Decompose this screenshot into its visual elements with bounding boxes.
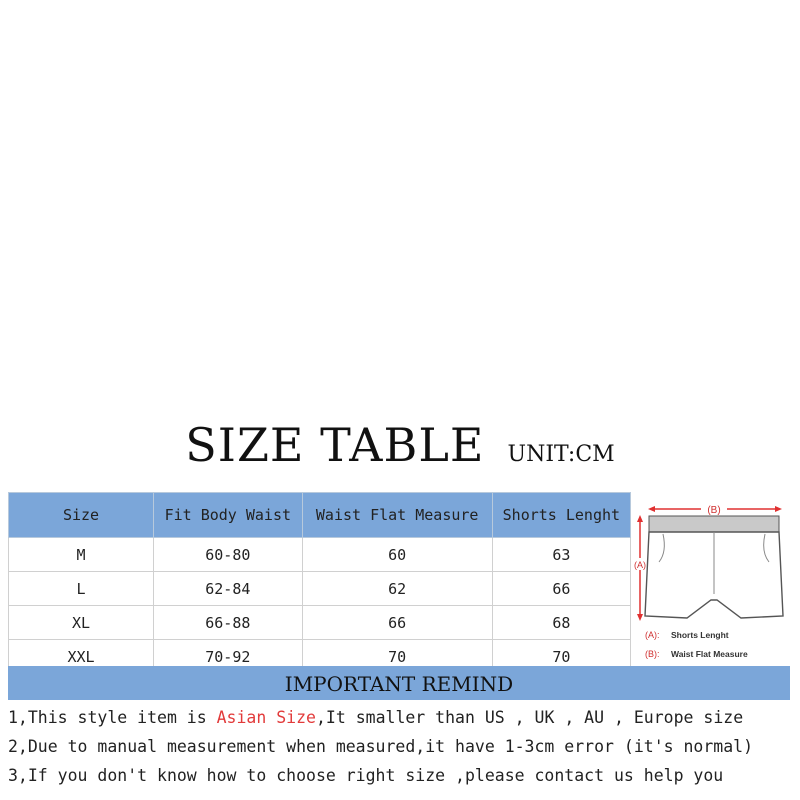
cell-size: L <box>9 572 154 606</box>
cell-waist-flat-measure: 62 <box>302 572 492 606</box>
note-1-suffix: ,It smaller than US , UK , AU , Europe size <box>315 708 744 727</box>
important-remind-banner: IMPORTANT REMIND <box>8 666 790 700</box>
cell-waist-flat-measure: 66 <box>302 606 492 640</box>
cell-shorts-length: 68 <box>492 606 630 640</box>
cell-shorts-length: 70 <box>492 640 630 674</box>
legend-b-key: (B): <box>645 649 660 659</box>
shorts-illustration <box>631 492 792 664</box>
arrow-head-left-icon <box>648 506 655 512</box>
shorts-diagram <box>631 492 792 664</box>
legend-b-text: Waist Flat Measure <box>671 649 748 659</box>
table-row <box>9 538 631 572</box>
cell-fit-body-waist: 70-92 <box>154 640 303 674</box>
cell-size: XXL <box>9 640 154 674</box>
label-a: (A) <box>634 560 646 570</box>
cell-fit-body-waist: 66-88 <box>154 606 303 640</box>
table-row <box>9 606 631 640</box>
legend-a-text: Shorts Lenght <box>671 630 729 640</box>
cell-size: M <box>9 538 154 572</box>
column-header-size: Size <box>9 493 154 538</box>
title-row <box>0 418 800 472</box>
legend-a-key: (A): <box>645 630 660 640</box>
asian-size-highlight: Asian Size <box>216 708 316 727</box>
arrow-head-down-icon <box>637 614 643 621</box>
note-1-prefix: 1,This style item is <box>8 708 217 727</box>
label-b: (B) <box>707 505 721 516</box>
table-header-row <box>9 493 631 538</box>
cell-fit-body-waist: 62-84 <box>154 572 303 606</box>
cell-shorts-length: 63 <box>492 538 630 572</box>
cell-shorts-length: 66 <box>492 572 630 606</box>
note-2: 2,Due to manual measurement when measured,it have 1-3cm error (it's normal) <box>8 737 754 756</box>
column-header-waist-flat-measure: Waist Flat Measure <box>302 493 492 538</box>
note-3: 3,If you don't know how to choose right size ,please contact us help you <box>8 766 724 785</box>
note-1 <box>8 704 798 733</box>
cell-waist-flat-measure: 60 <box>302 538 492 572</box>
cell-size: XL <box>9 606 154 640</box>
cell-fit-body-waist: 60-80 <box>154 538 303 572</box>
size-table <box>8 492 631 674</box>
arrow-head-up-icon <box>637 515 643 522</box>
column-header-shorts-length: Shorts Lenght <box>492 493 630 538</box>
unit-label: UNIT:CM <box>507 442 615 467</box>
cell-waist-flat-measure: 70 <box>302 640 492 674</box>
waistband-icon <box>649 516 779 532</box>
arrow-head-right-icon <box>775 506 782 512</box>
remind-notes <box>8 704 798 791</box>
page-title: SIZE TABLE <box>185 418 485 472</box>
table-row <box>9 572 631 606</box>
column-header-fit-body-waist: Fit Body Waist <box>154 493 303 538</box>
